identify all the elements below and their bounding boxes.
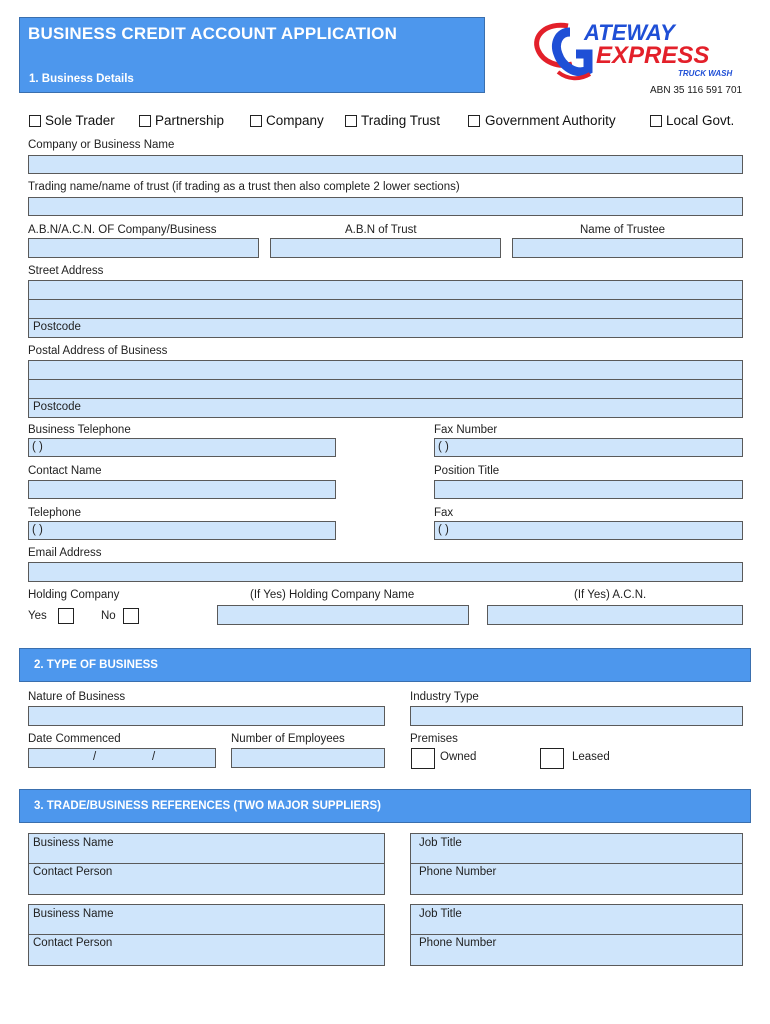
holding-yes-checkbox[interactable] <box>58 608 74 624</box>
company-name-field[interactable] <box>28 155 743 174</box>
sole-trader-checkbox[interactable] <box>29 115 41 127</box>
reference-1-business-field[interactable] <box>28 833 385 895</box>
fax-field[interactable] <box>434 521 743 540</box>
street-address-field[interactable] <box>28 280 743 338</box>
date-separator-2: / <box>152 751 156 763</box>
fax-number-field[interactable] <box>434 438 743 457</box>
telephone-area-code: ( ) <box>32 441 43 453</box>
business-telephone-field[interactable] <box>28 438 336 457</box>
abn-number: ABN 35 116 591 701 <box>650 85 743 96</box>
industry-type-field[interactable] <box>410 706 743 726</box>
reference-2-phone-number-label: Phone Number <box>419 937 497 949</box>
street-postcode-label: Postcode <box>33 321 81 333</box>
reference-2-job-title-label: Job Title <box>419 908 462 920</box>
trading-name-field[interactable] <box>28 197 743 216</box>
date-commenced-field[interactable] <box>28 748 216 768</box>
abn-trust-field[interactable] <box>270 238 501 258</box>
email-address-label: Email Address <box>28 547 102 559</box>
reference-1-phone-number-label: Phone Number <box>419 866 497 878</box>
trading-name-label: Trading name/name of trust (if trading as a trust then also complete 2 lower sections) <box>28 181 460 193</box>
email-address-field[interactable] <box>28 562 743 582</box>
government-authority-label: Government Authority <box>485 113 616 128</box>
fax-number-label: Fax Number <box>434 424 498 436</box>
position-title-field[interactable] <box>434 480 743 499</box>
premises-label: Premises <box>410 733 458 745</box>
section-3-heading: 3. TRADE/BUSINESS REFERENCES (TWO MAJOR SUPPLIERS) <box>34 800 381 812</box>
government-authority-checkbox[interactable] <box>468 115 480 127</box>
industry-type-label: Industry Type <box>410 691 479 703</box>
holding-no-checkbox[interactable] <box>123 608 139 624</box>
number-of-employees-field[interactable] <box>231 748 385 768</box>
sole-trader-label: Sole Trader <box>45 113 115 128</box>
form-title: BUSINESS CREDIT ACCOUNT APPLICATION <box>28 24 398 43</box>
logo-word-1: ATEWAY <box>584 20 675 45</box>
trading-trust-label: Trading Trust <box>361 113 441 128</box>
section-1-heading: 1. Business Details <box>29 73 134 85</box>
company-checkbox[interactable] <box>250 115 262 127</box>
leased-checkbox[interactable] <box>540 748 564 769</box>
holding-company-name-field[interactable] <box>217 605 469 625</box>
partnership-label: Partnership <box>155 113 225 128</box>
abn-acn-label: A.B.N/A.C.N. OF Company/Business <box>28 224 217 236</box>
leased-label: Leased <box>572 751 610 763</box>
date-separator-1: / <box>93 751 97 763</box>
owned-checkbox[interactable] <box>411 748 435 769</box>
logo-tagline: TRUCK WASH <box>678 69 733 78</box>
local-govt-label: Local Govt. <box>666 113 735 128</box>
reference-2-business-field[interactable] <box>28 904 385 966</box>
telephone2-area-code: ( ) <box>32 524 43 536</box>
nature-of-business-field[interactable] <box>28 706 385 726</box>
fax-area-code: ( ) <box>438 441 449 453</box>
holding-yes-label: Yes <box>28 610 47 622</box>
position-title-label: Position Title <box>434 465 500 477</box>
fax2-area-code: ( ) <box>438 524 449 536</box>
section-2-banner <box>19 648 751 682</box>
gateway-express-logo <box>528 14 750 84</box>
reference-1-job-title-label: Job Title <box>419 837 462 849</box>
fax-label: Fax <box>434 507 454 519</box>
abn-acn-field[interactable] <box>28 238 259 258</box>
trustee-label: Name of Trustee <box>580 224 666 236</box>
reference-2-job-field[interactable] <box>410 904 743 966</box>
contact-name-label: Contact Name <box>28 465 102 477</box>
abn-trust-label: A.B.N of Trust <box>345 224 417 236</box>
reference-2-contact-person-label: Contact Person <box>33 937 113 949</box>
reference-1-contact-person-label: Contact Person <box>33 866 113 878</box>
telephone-field[interactable] <box>28 521 336 540</box>
company-label: Company <box>266 113 324 128</box>
holding-acn-label: (If Yes) A.C.N. <box>574 589 647 601</box>
street-address-label: Street Address <box>28 265 104 277</box>
holding-acn-field[interactable] <box>487 605 743 625</box>
postal-address-field[interactable] <box>28 360 743 418</box>
trading-trust-checkbox[interactable] <box>345 115 357 127</box>
reference-1-business-name-label: Business Name <box>33 837 114 849</box>
business-telephone-label: Business Telephone <box>28 424 131 436</box>
reference-1-job-field[interactable] <box>410 833 743 895</box>
date-commenced-label: Date Commenced <box>28 733 121 745</box>
trustee-field[interactable] <box>512 238 743 258</box>
reference-2-business-name-label: Business Name <box>33 908 114 920</box>
local-govt-checkbox[interactable] <box>650 115 662 127</box>
telephone-label: Telephone <box>28 507 82 519</box>
header-banner <box>19 17 485 93</box>
number-of-employees-label: Number of Employees <box>231 733 345 745</box>
holding-company-name-label: (If Yes) Holding Company Name <box>250 589 415 601</box>
contact-name-field[interactable] <box>28 480 336 499</box>
holding-company-label: Holding Company <box>28 589 120 601</box>
nature-of-business-label: Nature of Business <box>28 691 126 703</box>
holding-no-label: No <box>101 610 116 622</box>
postal-postcode-label: Postcode <box>33 401 81 413</box>
logo-word-2: EXPRESS <box>596 42 710 69</box>
partnership-checkbox[interactable] <box>139 115 151 127</box>
section-2-heading: 2. TYPE OF BUSINESS <box>34 659 158 671</box>
section-3-banner <box>19 789 751 823</box>
postal-address-label: Postal Address of Business <box>28 345 168 357</box>
company-name-label: Company or Business Name <box>28 139 175 151</box>
owned-label: Owned <box>440 751 477 763</box>
